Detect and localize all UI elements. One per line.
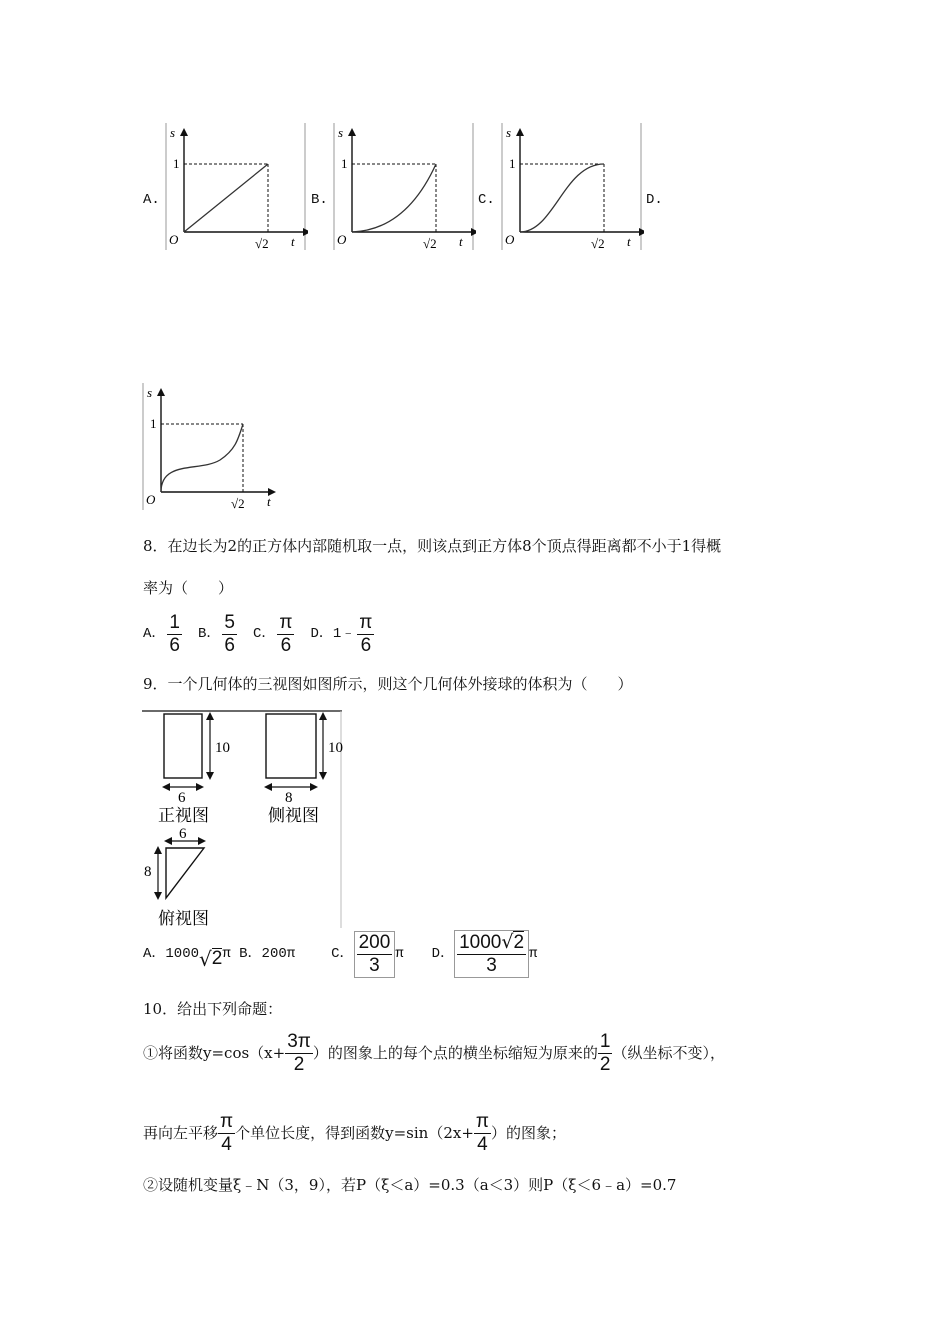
prop1-text-a: ①将函数y=cos（x+	[143, 1044, 286, 1062]
q8-choice-b-label: B．	[197, 626, 221, 642]
q9-choice-d-fraction	[454, 930, 529, 978]
q8-choice-d-label: D．1﹣	[310, 626, 356, 642]
fraction-denominator: 2	[293, 1053, 305, 1075]
option-b-label: B.	[311, 192, 328, 208]
q10-stem: 10．给出下列命题：	[143, 1000, 283, 1018]
axis-s-label: s	[338, 125, 344, 140]
side-view-label: 侧视图	[268, 806, 319, 825]
fraction-numerator: 1	[169, 611, 180, 633]
q9-choices	[143, 932, 537, 976]
prop1-fraction-3pi-2	[285, 1031, 313, 1076]
q10-prop1-line1	[143, 1030, 725, 1076]
q8-choice-d-fraction	[357, 612, 374, 657]
fraction-numerator: 200	[358, 931, 391, 953]
axis-s-label: s	[506, 125, 512, 140]
fraction-denominator: 6	[169, 634, 180, 656]
top-view-label: 俯视图	[158, 909, 209, 928]
pi-symbol: π	[395, 946, 404, 962]
q10-prop1-line2	[143, 1110, 566, 1156]
dim-8-side: 8	[285, 790, 293, 806]
fraction-denominator: 3	[369, 954, 380, 976]
option-a-label: A.	[143, 192, 160, 208]
fraction-numerator	[457, 931, 526, 955]
axis-t-label: t	[627, 234, 631, 249]
fraction-numerator: 5	[224, 611, 235, 633]
one-tick-label: 1	[173, 156, 180, 171]
axis-t-label: t	[267, 494, 271, 509]
fraction-numerator: π	[220, 1110, 234, 1132]
one-tick-label: 1	[509, 156, 516, 171]
q8-choice-c-label: C．	[252, 626, 276, 642]
q9-choice-d-label: D．	[431, 946, 455, 962]
q9-choice-b: π B．200π	[222, 946, 296, 962]
radicand: 2	[211, 947, 223, 969]
graph-d	[140, 380, 285, 512]
sqrt-symbol: √ 2	[199, 946, 223, 971]
one-tick-label: 1	[341, 156, 348, 171]
q9-choice-c-fraction	[354, 931, 396, 978]
axis-t-label: t	[459, 234, 463, 249]
sqrt-sign: √	[501, 931, 514, 953]
q8-choices	[143, 612, 374, 656]
numerator-coefficient: 1000	[459, 932, 502, 953]
radicand: 2	[513, 932, 525, 953]
q8-stem-line2: 率为（ ）	[143, 579, 234, 597]
q8-stem-line1: 8．在边长为2的正方体内部随机取一点，则该点到正方体8个顶点得距离都不小于1得概	[143, 537, 722, 555]
option-c-label: C.	[478, 192, 495, 208]
fraction-denominator: 2	[599, 1053, 611, 1075]
q8-choice-a-label: A．	[143, 626, 166, 642]
dim-10-front: 10	[215, 740, 230, 756]
axis-s-label: s	[170, 125, 176, 140]
fraction-denominator: 6	[360, 634, 372, 656]
prop1-fraction-1-2	[598, 1031, 613, 1076]
front-view-rect	[164, 714, 202, 778]
origin-label: O	[505, 232, 515, 247]
origin-label: O	[169, 232, 179, 247]
fraction-denominator: 6	[280, 634, 292, 656]
dim-10-side: 10	[328, 740, 343, 756]
fraction-denominator: 4	[477, 1133, 488, 1155]
prop1-text-d: 再向左平移	[143, 1124, 219, 1142]
q8-choice-c-fraction	[277, 612, 294, 657]
prop1-text-b: ）的图象上的每个点的横坐标缩短为原来的	[312, 1044, 598, 1062]
q10-prop2: ②设随机变量ξ﹣N（3，9），若P（ξ＜a）=0.3（a＜3）则P（ξ＜6﹣a）=0.7	[143, 1176, 677, 1194]
prop1-text-f: ）的图象；	[491, 1124, 567, 1142]
pi-symbol: π	[529, 946, 538, 962]
dim-8-top: 8	[144, 864, 152, 880]
prop1-fraction-pi-4-b	[474, 1111, 491, 1156]
graph-c	[499, 120, 644, 252]
fraction-numerator: π	[279, 611, 293, 633]
sqrt2-tick-label: √2	[255, 236, 269, 251]
origin-label: O	[146, 492, 156, 507]
origin-label: O	[337, 232, 347, 247]
fraction-numerator: 3π	[287, 1030, 311, 1052]
fraction-numerator: 1	[599, 1030, 611, 1052]
fraction-denominator: 3	[486, 955, 497, 976]
option-d-label: D.	[646, 192, 663, 208]
fraction-numerator: π	[359, 611, 373, 633]
dim-6-top: 6	[179, 826, 187, 842]
fraction-numerator: π	[475, 1110, 490, 1132]
axis-t-label: t	[291, 234, 295, 249]
dim-6-front: 6	[178, 790, 186, 806]
graph-a	[163, 120, 308, 252]
sqrt2-tick-label: √2	[423, 236, 437, 251]
q9-stem: 9．一个几何体的三视图如图所示，则这个几何体外接球的体积为（ ）	[143, 675, 633, 693]
prop1-text-c: （纵坐标不变），	[612, 1044, 725, 1062]
sqrt2-tick-label: √2	[591, 236, 605, 251]
fraction-denominator: 6	[224, 634, 235, 656]
graph-b	[331, 120, 476, 252]
one-tick-label: 1	[150, 416, 157, 431]
q9-choice-c-label: C．	[331, 946, 354, 962]
q9-choice-a-label: A．1000	[143, 946, 200, 962]
three-view-figure	[142, 708, 344, 930]
prop1-fraction-pi-4	[218, 1111, 235, 1156]
front-view-label: 正视图	[158, 806, 209, 825]
sqrt2-tick-label: √2	[231, 496, 245, 511]
axis-s-label: s	[147, 385, 153, 400]
q8-choice-a-fraction	[167, 612, 182, 657]
top-view-triangle	[166, 848, 204, 898]
side-view-rect	[266, 714, 316, 778]
prop1-text-e: 个单位长度，得到函数y=sin（2x+	[235, 1124, 474, 1142]
fraction-denominator: 4	[221, 1133, 232, 1155]
q8-choice-b-fraction	[222, 612, 237, 657]
